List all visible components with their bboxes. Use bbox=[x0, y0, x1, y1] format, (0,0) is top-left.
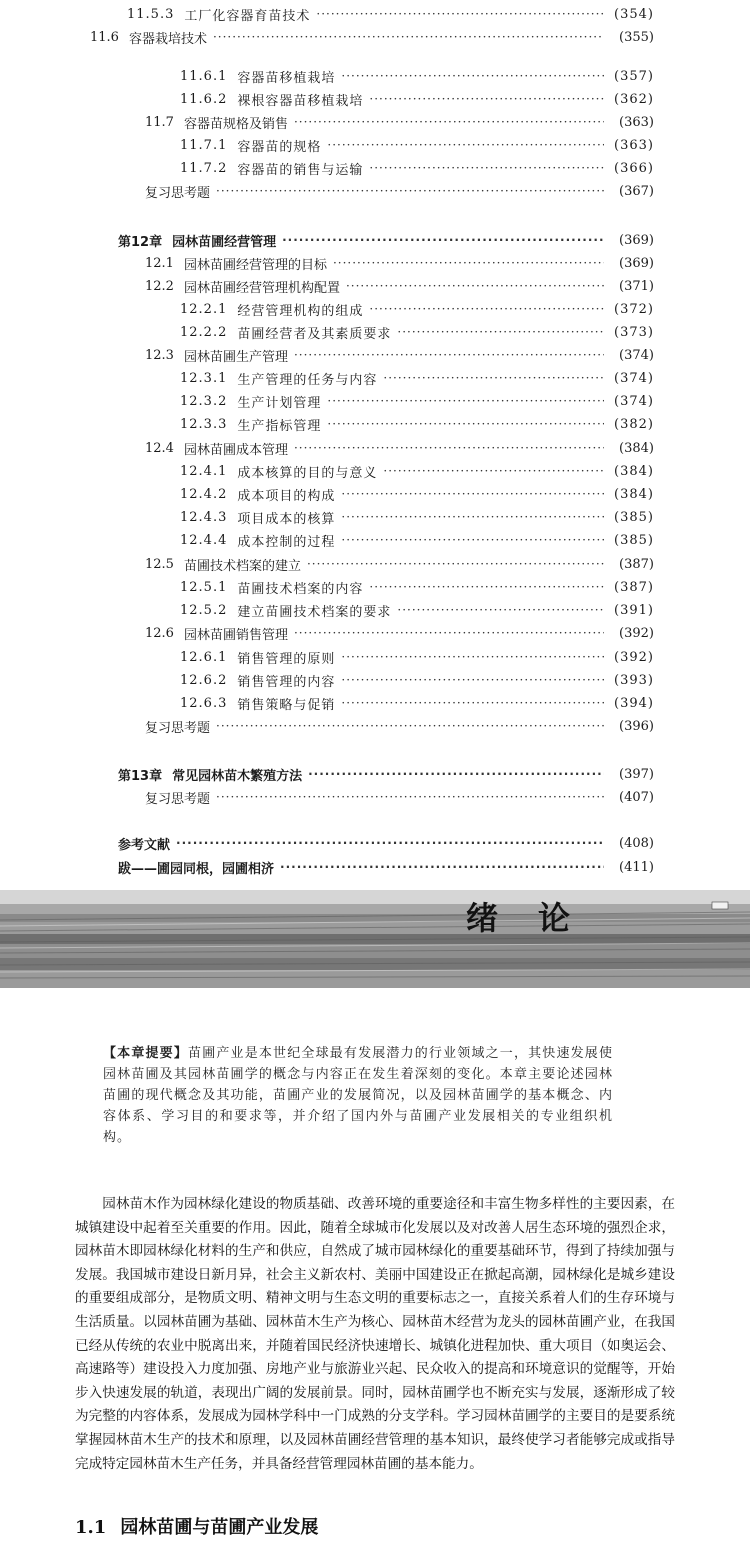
toc-title: 生产管理的任务与内容 bbox=[237, 372, 378, 388]
toc-page: (396) bbox=[619, 718, 654, 734]
toc-entry bbox=[145, 437, 654, 459]
toc-number: 12.3.2 bbox=[180, 393, 228, 409]
toc-title: 成本项目的构成 bbox=[237, 488, 336, 504]
toc-leader bbox=[216, 184, 604, 198]
toc-leader bbox=[213, 30, 604, 44]
toc-number: 12.6.3 bbox=[180, 695, 228, 711]
toc-chapter-entry bbox=[118, 229, 654, 251]
toc-page: (369) bbox=[619, 255, 654, 271]
toc-chapter-title: 园林苗圃经营管理 bbox=[172, 234, 277, 250]
toc-title: 项目成本的核算 bbox=[237, 511, 336, 527]
toc-title: 裸根容器苗移植栽培 bbox=[237, 93, 364, 109]
toc-number: 11.7 bbox=[145, 114, 174, 130]
toc-number: 12.3.3 bbox=[180, 416, 228, 432]
toc-leader bbox=[397, 603, 604, 617]
toc-title: 经营管理机构的组成 bbox=[237, 303, 364, 319]
toc-entry bbox=[180, 65, 654, 87]
toc-entry bbox=[145, 111, 654, 133]
toc-number: 12.6 bbox=[145, 625, 174, 641]
toc-title: 苗圃技术档案的建立 bbox=[183, 558, 301, 574]
toc-number: 12.5.2 bbox=[180, 602, 228, 618]
toc-leader bbox=[397, 325, 604, 339]
toc-page: (374) bbox=[619, 347, 654, 363]
toc-leader bbox=[282, 233, 604, 247]
toc-leader bbox=[333, 256, 604, 270]
toc-entry bbox=[180, 134, 654, 156]
toc-leader bbox=[327, 394, 604, 408]
toc-title: 容器苗的规格 bbox=[237, 139, 322, 155]
toc-entry bbox=[180, 506, 654, 528]
toc-number: 12.2 bbox=[145, 278, 174, 294]
section-number: 1.1 bbox=[75, 1517, 107, 1538]
toc-entry bbox=[180, 413, 654, 435]
toc-number: 12.6.2 bbox=[180, 672, 228, 688]
toc-chapter-entry bbox=[118, 856, 654, 878]
toc-number: 12.4.2 bbox=[180, 486, 228, 502]
toc-page: (374) bbox=[614, 370, 654, 386]
toc-page: (394) bbox=[614, 695, 654, 711]
toc-leader bbox=[341, 487, 604, 501]
toc-leader bbox=[369, 580, 604, 594]
toc-title: 销售策略与促销 bbox=[237, 697, 336, 713]
toc-page: (382) bbox=[614, 416, 654, 432]
toc-leader bbox=[280, 860, 604, 874]
toc-entry bbox=[180, 646, 654, 668]
toc-title: 销售管理的内容 bbox=[237, 674, 336, 690]
toc-number: 12.5 bbox=[145, 556, 174, 572]
toc-number: 12.4.1 bbox=[180, 463, 228, 479]
toc-number: 12.2.1 bbox=[180, 301, 228, 317]
toc-entry bbox=[180, 460, 654, 482]
toc-title: 园林苗圃成本管理 bbox=[183, 442, 288, 458]
toc-title: 园林苗圃经营管理机构配置 bbox=[183, 280, 340, 296]
toc-title: 园林苗圃生产管理 bbox=[183, 349, 288, 365]
toc-leader bbox=[341, 650, 604, 664]
toc-page: (384) bbox=[614, 486, 654, 502]
toc-title: 园林苗圃销售管理 bbox=[183, 627, 288, 643]
nursery-field-photo bbox=[0, 890, 750, 988]
toc-chapter-number: 第12章 bbox=[118, 234, 163, 250]
section-heading bbox=[75, 1513, 318, 1539]
toc-title: 生产计划管理 bbox=[237, 395, 322, 411]
toc-chapter-title: 参考文献 bbox=[118, 837, 171, 853]
toc-page: (371) bbox=[619, 278, 654, 294]
toc-entry bbox=[180, 321, 654, 343]
section-title: 园林苗圃与苗圃产业发展 bbox=[120, 1517, 319, 1538]
toc-chapter-number: 第13章 bbox=[118, 768, 163, 784]
toc-entry bbox=[180, 367, 654, 389]
toc-title: 生产指标管理 bbox=[237, 418, 322, 434]
toc-page: (372) bbox=[614, 301, 654, 317]
toc-number: 12.1 bbox=[145, 255, 174, 271]
toc-title: 苗圃技术档案的内容 bbox=[237, 581, 364, 597]
toc-page: (387) bbox=[619, 556, 654, 572]
toc-number: 11.7.1 bbox=[180, 137, 228, 153]
toc-leader bbox=[327, 417, 604, 431]
toc-entry bbox=[180, 529, 654, 551]
toc-chapter-entry bbox=[118, 832, 654, 854]
toc-entry bbox=[145, 622, 654, 644]
summary-text: 苗圃产业是本世纪全球最有发展潜力的行业领域之一，其快速发展使园林苗圃及其园林苗圃学的概念与内容正在发生着深刻的变化。本章主要论述园林苗圃的现代概念及其功能，苗圃产业的发展简况，以及园林苗圃学的基本概念、内容体系、学习目的和要求等，并介绍了国内外与苗圃产业发展相关的专业组织机构。 bbox=[103, 1046, 613, 1145]
toc-number: 12.3.1 bbox=[180, 370, 228, 386]
body-paragraph: 园林苗木作为园林绿化建设的物质基础、改善环境的重要途径和丰富生物多样性的主要因素，在城镇建设中起着至关重要的作用。因此，随着全球城市化发展以及对改善人居生态环境的强烈企求，园林苗木即园林绿化材料的生产和供应，自然成了城市园林绿化的重要基础环节，得到了持续加强与发展。我国城市建设日新月异，社会主义新农村、美丽中国建设正在掀起高潮，园林绿化是城乡建设的重要组成部分，是物质文明、精神文明与生态文明的重要标志之一，直接关系着人们的生存环境与生活质量。以园林苗圃为基础、园林苗木生产为核心、园林苗木经营为龙头的园林苗圃产业，在我国已经从传统的农业中脱离出来，并随着国民经济快速增长、城镇化进程加快、重大项目（如奥运会、高速路等）建设投入力度加强、房地产业与旅游业兴起、民众收入的提高和环境意识的觉醒等，开始步入快速发展的轨道，表现出广阔的发展前景。同时，园林苗圃学也不断充实与发展，逐渐形成了较为完整的内容体系，发展成为园林学科中一门成熟的分支学科。学习园林苗圃学的主要目的是要系统掌握园林苗木生产的技术和原理，以及园林苗圃经营管理的基本知识，最终使学习者能够完成或指导完成特定园林苗木生产任务，并具备经营管理园林苗圃的基本能力。 bbox=[75, 1196, 675, 1472]
toc-page: (407) bbox=[619, 789, 654, 805]
toc-page: (384) bbox=[619, 440, 654, 456]
toc-leader bbox=[308, 767, 604, 781]
toc-title: 复习思考题 bbox=[145, 791, 211, 807]
toc-leader bbox=[369, 92, 604, 106]
toc-entry bbox=[145, 180, 654, 202]
toc-leader bbox=[294, 626, 604, 640]
toc-page: (397) bbox=[619, 766, 654, 782]
toc-entry bbox=[145, 344, 654, 366]
toc-number: 12.4 bbox=[145, 440, 174, 456]
toc-entry bbox=[180, 599, 654, 621]
toc-number: 12.4.4 bbox=[180, 532, 228, 548]
toc-page: (354) bbox=[614, 6, 654, 22]
chapter-title: 绪论 bbox=[465, 899, 610, 937]
toc-leader bbox=[341, 510, 604, 524]
toc-page: (374) bbox=[614, 393, 654, 409]
toc-number: 12.6.1 bbox=[180, 649, 228, 665]
toc-number: 12.5.1 bbox=[180, 579, 228, 595]
toc-number: 11.5.3 bbox=[127, 6, 175, 22]
toc-page: (362) bbox=[614, 91, 654, 107]
toc-page: (363) bbox=[614, 137, 654, 153]
toc-title: 成本核算的目的与意义 bbox=[237, 465, 378, 481]
toc-leader bbox=[216, 790, 604, 804]
toc-page: (384) bbox=[614, 463, 654, 479]
toc-number: 12.3 bbox=[145, 347, 174, 363]
toc-page: (369) bbox=[619, 232, 654, 248]
toc-number: 11.6.1 bbox=[180, 68, 228, 84]
toc-title: 容器栽培技术 bbox=[128, 31, 207, 47]
toc-page: (392) bbox=[614, 649, 654, 665]
toc-title: 建立苗圃技术档案的要求 bbox=[237, 604, 392, 620]
toc-entry bbox=[145, 786, 654, 808]
toc-leader bbox=[341, 673, 604, 687]
summary-label: 【本章提要】 bbox=[103, 1046, 189, 1061]
toc-leader bbox=[346, 279, 604, 293]
toc-page: (385) bbox=[614, 532, 654, 548]
toc-title: 容器苗的销售与运输 bbox=[237, 162, 364, 178]
toc-page: (363) bbox=[619, 114, 654, 130]
toc-page: (411) bbox=[619, 859, 654, 875]
toc-entry bbox=[180, 483, 654, 505]
toc-entry bbox=[180, 157, 654, 179]
toc-number: 12.2.2 bbox=[180, 324, 228, 340]
toc-leader bbox=[383, 371, 604, 385]
toc-leader bbox=[294, 348, 604, 362]
toc-page: (367) bbox=[619, 183, 654, 199]
chapter-banner bbox=[0, 890, 750, 988]
toc-leader bbox=[341, 696, 604, 710]
toc-entry bbox=[127, 3, 654, 25]
toc-leader bbox=[294, 115, 604, 129]
toc-title: 复习思考题 bbox=[145, 720, 211, 736]
toc-number: 12.4.3 bbox=[180, 509, 228, 525]
toc-entry bbox=[145, 252, 654, 274]
toc-title: 园林苗圃经营管理的目标 bbox=[183, 257, 327, 273]
toc-page: (391) bbox=[614, 602, 654, 618]
toc-entry bbox=[145, 275, 654, 297]
toc-entry bbox=[180, 669, 654, 691]
toc-title: 复习思考题 bbox=[145, 185, 211, 201]
toc-title: 工厂化容器育苗技术 bbox=[184, 8, 311, 24]
toc-number: 11.7.2 bbox=[180, 160, 228, 176]
toc-page: (387) bbox=[614, 579, 654, 595]
toc-chapter-entry bbox=[118, 763, 654, 785]
toc-chapter-title: 常见园林苗木繁殖方法 bbox=[172, 768, 303, 784]
toc-entry bbox=[180, 298, 654, 320]
toc-page: (366) bbox=[614, 160, 654, 176]
toc-page: (355) bbox=[619, 29, 654, 45]
toc-leader bbox=[327, 138, 604, 152]
toc-title: 容器苗规格及销售 bbox=[183, 116, 288, 132]
toc-number: 11.6.2 bbox=[180, 91, 228, 107]
chapter-summary bbox=[103, 1043, 613, 1148]
toc-page: (393) bbox=[614, 672, 654, 688]
toc-leader bbox=[369, 161, 604, 175]
toc-title: 成本控制的过程 bbox=[237, 534, 336, 550]
toc-page: (385) bbox=[614, 509, 654, 525]
toc-leader bbox=[294, 441, 604, 455]
toc-entry bbox=[180, 692, 654, 714]
toc-entry bbox=[145, 553, 654, 575]
toc-chapter-title: 跋——圃园同根，园圃相济 bbox=[118, 861, 275, 877]
toc-entry bbox=[90, 26, 654, 48]
toc-leader bbox=[369, 302, 604, 316]
toc-number: 11.6 bbox=[90, 29, 119, 45]
toc-title: 容器苗移植栽培 bbox=[237, 70, 336, 86]
toc-entry bbox=[145, 715, 654, 737]
toc-entry bbox=[180, 390, 654, 412]
toc-leader bbox=[176, 836, 604, 850]
toc-page: (373) bbox=[614, 324, 654, 340]
toc-entry bbox=[180, 576, 654, 598]
toc-leader bbox=[383, 464, 604, 478]
toc-page: (357) bbox=[614, 68, 654, 84]
toc-leader bbox=[341, 69, 604, 83]
toc-page: (408) bbox=[619, 835, 654, 851]
toc-leader bbox=[307, 557, 604, 571]
toc-page: (392) bbox=[619, 625, 654, 641]
toc-title: 苗圃经营者及其素质要求 bbox=[237, 326, 392, 342]
toc-entry bbox=[180, 88, 654, 110]
toc-leader bbox=[341, 533, 604, 547]
toc-leader bbox=[216, 719, 604, 733]
toc-title: 销售管理的原则 bbox=[237, 651, 336, 667]
toc-leader bbox=[316, 7, 604, 21]
